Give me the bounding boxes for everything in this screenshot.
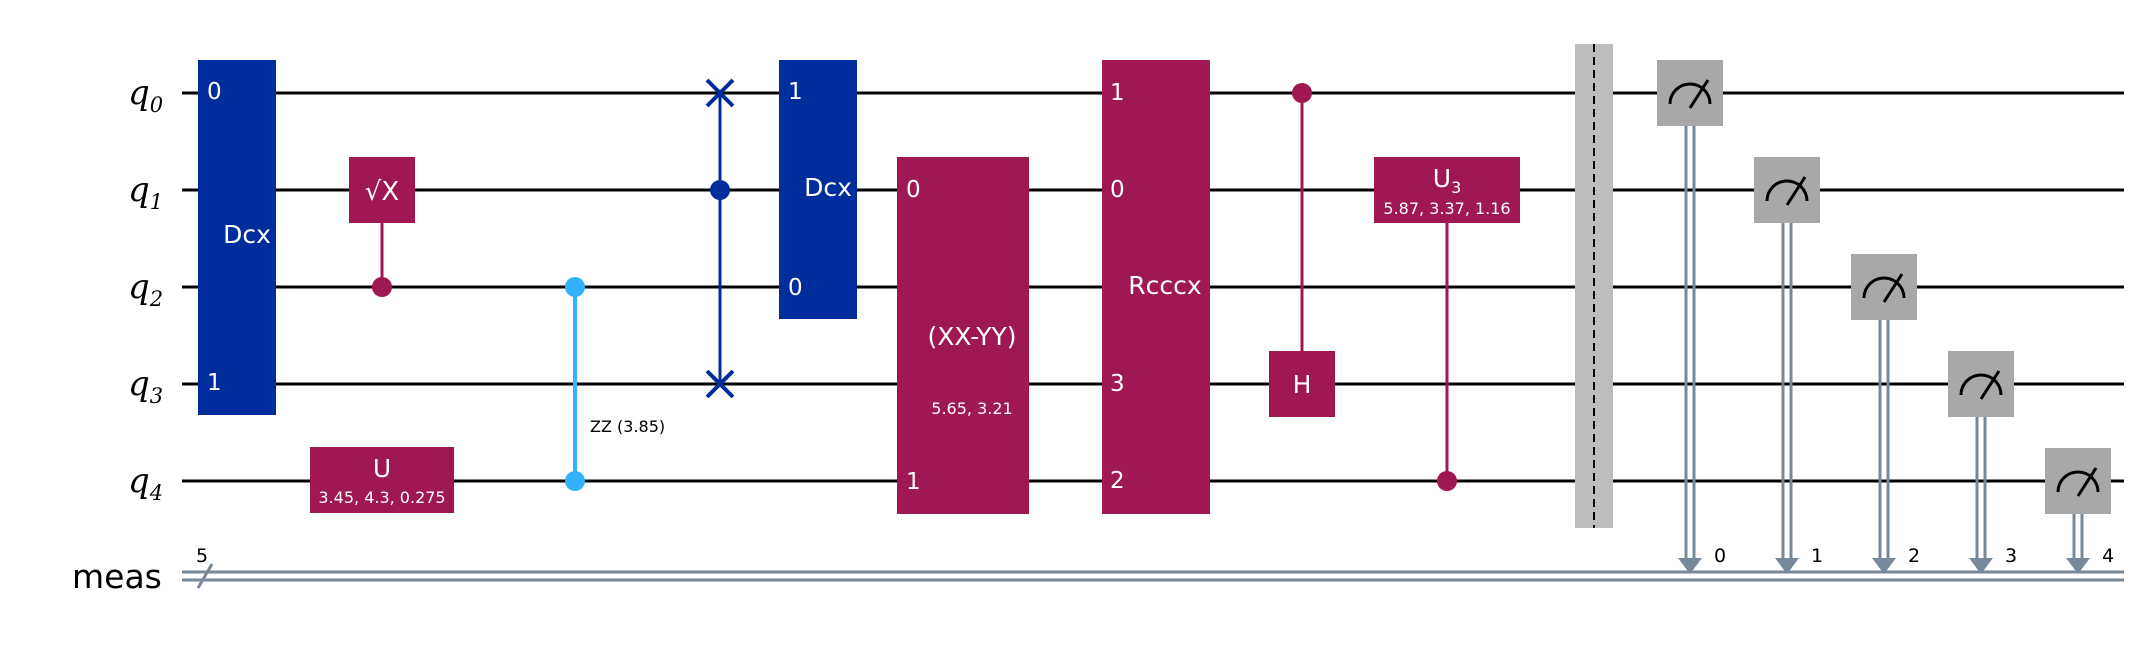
measure-bit-label-1: 1 xyxy=(1811,545,1824,567)
u-gate-label: U xyxy=(372,454,392,483)
xx-yy-port-0: 0 xyxy=(906,177,921,203)
sx-gate-label: √X xyxy=(364,177,400,207)
cu3-control-dot[interactable] xyxy=(1437,471,1457,491)
measure-gate-q3[interactable] xyxy=(1948,351,2014,574)
qubit-label-q1: $q_1$ xyxy=(128,170,164,214)
classical-wire xyxy=(182,564,2124,588)
xx-yy-params: 5.65, 3.21 xyxy=(931,399,1013,418)
u3-gate-params: 5.87, 3.37, 1.16 xyxy=(1383,199,1511,218)
u-gate-params: 3.45, 4.3, 0.275 xyxy=(318,488,446,507)
rcccx-port-q1: 0 xyxy=(1110,177,1125,203)
measure-gate-q1[interactable] xyxy=(1754,157,1820,574)
cswap-control-dot xyxy=(710,180,730,200)
rcccx-port-q0: 1 xyxy=(1110,80,1125,106)
dcx-gate-1-label: Dcx xyxy=(223,220,271,249)
classical-register-label: meas xyxy=(72,557,162,596)
csx-control-dot[interactable] xyxy=(372,277,392,297)
zz-gate-dot-q4[interactable] xyxy=(565,471,585,491)
rcccx-label: Rcccx xyxy=(1128,271,1202,300)
qubit-label-q2: $q_2$ xyxy=(128,267,164,311)
dcx-gate-2-port-a: 1 xyxy=(788,79,803,105)
u3-gate-label: $U_3$ xyxy=(1432,164,1462,197)
rcccx-port-q3: 3 xyxy=(1110,371,1125,397)
dcx-gate-2-port-b: 0 xyxy=(788,275,803,301)
dcx-gate-1-port-1: 1 xyxy=(207,370,222,396)
qubit-label-q0: $q_0$ xyxy=(128,73,164,117)
qubit-label-q3: $q_3$ xyxy=(128,364,164,408)
rcccx-port-q4: 2 xyxy=(1110,468,1125,494)
xx-yy-port-1: 1 xyxy=(906,469,921,495)
measure-bit-label-2: 2 xyxy=(1908,545,1921,567)
measure-bit-label-3: 3 xyxy=(2005,545,2018,567)
cswap-gate[interactable] xyxy=(707,80,733,397)
measure-gate-q0[interactable] xyxy=(1657,60,1723,574)
dcx-gate-1-port-0: 0 xyxy=(207,79,222,105)
measure-bit-label-4: 4 xyxy=(2102,545,2115,567)
zz-gate-dot-q2[interactable] xyxy=(565,277,585,297)
xx-yy-label: (XX-YY) xyxy=(927,322,1017,351)
dcx-gate-2-label: Dcx xyxy=(804,173,852,202)
measure-gate-q2[interactable] xyxy=(1851,254,1917,574)
ch-control-dot[interactable] xyxy=(1292,83,1312,103)
measure-bit-label-0: 0 xyxy=(1714,545,1727,567)
zz-gate-label: ZZ (3.85) xyxy=(590,417,666,436)
classical-width-label: 5 xyxy=(196,545,209,567)
h-gate-label: H xyxy=(1292,370,1312,399)
qubit-label-q4: $q_4$ xyxy=(128,461,164,505)
